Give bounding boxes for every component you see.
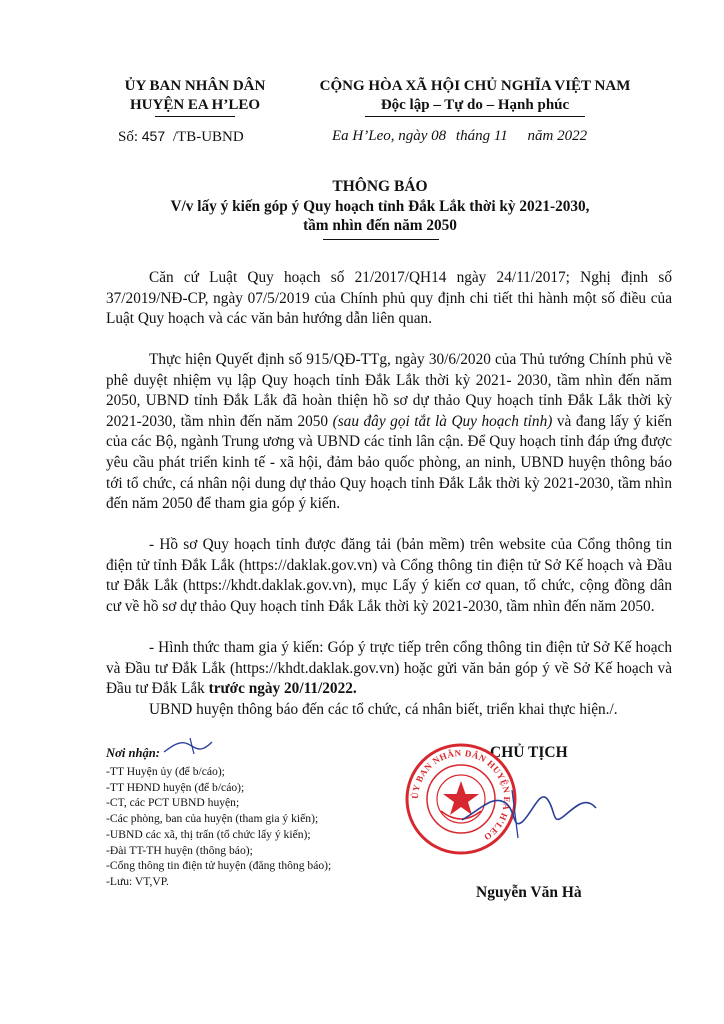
- signature-scribble: [452, 778, 602, 848]
- doc-number: [118, 128, 244, 146]
- org-name-line-1: ỦY BAN NHÂN DÂN: [124, 78, 266, 94]
- date-month: 11: [493, 128, 508, 144]
- recipient-item: -CT, các PCT UBND huyện;: [106, 796, 240, 810]
- doc-number-suffix: /TB-UBND: [172, 129, 244, 145]
- org-name-line-2: HUYỆN EA H’LEO: [129, 97, 261, 113]
- recipient-list: [106, 764, 406, 890]
- doc-number-value: 457: [141, 128, 166, 144]
- initials-mark: [160, 736, 216, 758]
- recipient-item: -Đài TT-TH huyện (thông báo);: [106, 843, 253, 857]
- recipient-item: -Các phòng, ban của huyện (tham gia ý kiến);: [106, 812, 319, 826]
- recipient-item: -TT Huyện ủy (để b/cáo);: [106, 765, 225, 778]
- recipient-item: -Lưu: VT,VP.: [106, 874, 169, 888]
- stamp-ring-text: ỦY BAN NHÂN DÂN HUYỆN EA H'LEO: [409, 747, 513, 843]
- feedback-deadline: trước ngày 20/11/2022.: [208, 680, 357, 698]
- org-underline: [155, 116, 235, 117]
- date-year: 2022: [557, 128, 588, 144]
- paragraph-implementation: [106, 350, 672, 515]
- subject-line-1: V/v lấy ý kiến góp ý Quy hoạch tỉnh Đắk Lắk thời kỳ 2021-2030,: [170, 198, 590, 215]
- paragraph-closing: UBND huyện thông báo đến các tổ chức, cá nhân biết, triển khai thực hiện./.: [149, 701, 618, 718]
- paragraph-implementation-text: Thực hiện Quyết định số 915/QĐ-TTg, ngày 30/6/2020 của Thủ tướng Chính phủ về phê duyệt nhiệm vụ lập Quy hoạch tỉnh Đắk Lắk thời kỳ 2021- 2030, tầm nhìn đến năm 2050, UBND tỉnh Đắk Lắk đã hoàn thiện hồ sơ dự thảo Quy hoạch tỉnh Đắk Lắk thời kỳ 2021-2030, tầm nhìn đến năm 2050: [106, 351, 672, 430]
- subject-line-2: tầm nhìn đến năm 2050: [303, 217, 457, 234]
- recipients-label: Nơi nhận:: [106, 746, 161, 760]
- recipient-item: -Cổng thông tin điện tử huyện (đăng thông báo);: [106, 859, 332, 873]
- paragraph-implementation-italic: (sau đây gọi tắt là Quy hoạch tỉnh): [332, 412, 553, 430]
- year-label: năm: [527, 128, 554, 144]
- recipient-item: -TT HĐND huyện (để b/cáo);: [106, 780, 245, 794]
- month-label: tháng: [455, 128, 491, 144]
- place-label: Ea H’Leo, ngày: [332, 128, 428, 144]
- national-motto: Độc lập – Tự do – Hạnh phúc: [380, 97, 570, 113]
- paragraph-feedback-method: [106, 638, 672, 700]
- feedback-method-text: - Hình thức tham gia ý kiến: Góp ý trực tiếp trên cổng thông tin điện tử Sở Kế hoạch và Đầu tư Đắk Lắk (https://khdt.daklak.gov.vn) hoặc gửi văn bản góp ý về Sở Kế hoạch và Đầu tư Đắk Lắk: [106, 639, 672, 698]
- date-day: 08: [431, 128, 447, 144]
- motto-underline: [365, 116, 585, 117]
- paragraph-legal-basis: Căn cứ Luật Quy hoạch số 21/2017/QH14 ngày 24/11/2017; Nghị định số 37/2019/NĐ-CP, ngày 07/5/2019 của Chính phủ quy định chi tiết thi hành một số điều của Luật Quy hoạch và các văn bản hướng dẫn liên quan.: [106, 269, 672, 328]
- signatory-title: CHỦ TỊCH: [490, 744, 568, 761]
- doc-number-prefix: Số:: [118, 129, 139, 145]
- place-date: [332, 128, 587, 145]
- recipient-item: -UBND các xã, thị trấn (tổ chức lấy ý kiến);: [106, 827, 311, 841]
- national-title: CỘNG HÒA XÃ HỘI CHỦ NGHĨA VIỆT NAM: [319, 78, 631, 94]
- document-type: THÔNG BÁO: [332, 178, 428, 195]
- title-underline: [323, 239, 439, 240]
- paragraph-documents-online: - Hồ sơ Quy hoạch tỉnh được đăng tải (bản mềm) trên website của Cổng thông tin điện tử tỉnh Đắk Lắk (https://daklak.gov.vn) và Cổng thông tin điện tử Sở Kế hoạch và Đầu tư Đắk Lắk (https://khdt.daklak.gov.vn), mục Lấy ý kiến cơ quan, tổ chức, cộng đồng dân cư về hồ sơ dự thảo Quy hoạch tỉnh Đắk Lắk thời kỳ 2021-2030, tầm nhìn đến năm 2050.: [106, 536, 672, 615]
- paragraph-implementation-text-2: và đang lấy ý kiến của các Bộ, ngành Trung ương và UBND các tỉnh lân cận. Để Quy hoạch tỉnh đáp ứng được yêu cầu phát triển kinh tế - xã hội, đảm bảo quốc phòng, an ninh, UBND huyện thông báo tới tổ chức, cá nhân nội dung dự thảo Quy hoạch tỉnh Đắk Lắk thời kỳ 2021-2030, tầm nhìn đến năm 2050 để tham gia góp ý kiến.: [106, 412, 672, 513]
- signatory-name: Nguyễn Văn Hà: [476, 884, 582, 901]
